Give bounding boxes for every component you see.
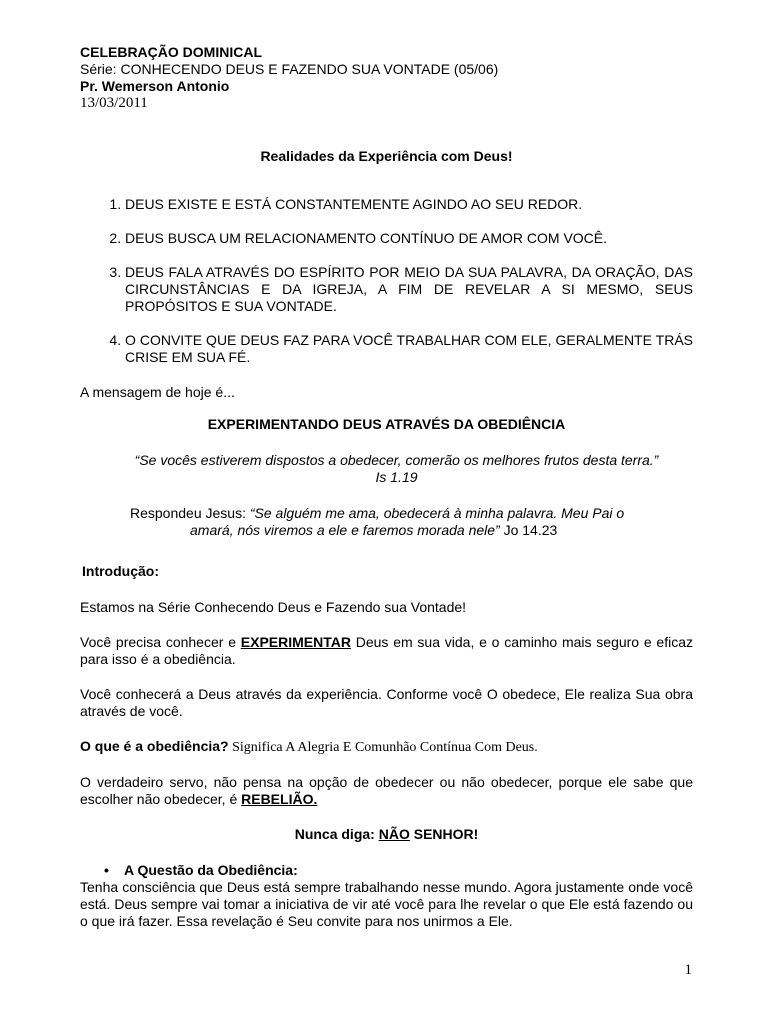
paragraph-experience bbox=[80, 634, 693, 668]
series-label: Série: bbox=[80, 61, 117, 77]
question-text: O que é a obediência? bbox=[80, 738, 229, 754]
document-page bbox=[80, 44, 693, 930]
document-header bbox=[80, 44, 693, 112]
page-number: 1 bbox=[684, 962, 692, 978]
sermon-subtitle: EXPERIMENTANDO DEUS ATRAVÉS DA OBEDIÊNCIA bbox=[207, 416, 566, 432]
series-value: CONHECENDO DEUS E FAZENDO SUA VONTADE (05/06) bbox=[120, 61, 499, 77]
bullet-icon: • bbox=[104, 862, 109, 878]
never-after: SENHOR! bbox=[409, 826, 479, 842]
list-item: 1. DEUS EXISTE E ESTÁ CONSTANTEMENTE AGINDO AO SEU REDOR. bbox=[125, 196, 693, 213]
series-line bbox=[80, 61, 693, 78]
list-item: 4. O CONVITE QUE DEUS FAZ PARA VOCÊ TRABALHAR COM ELE, GERALMENTE TRÁS CRISE EM SUA FÉ. bbox=[125, 332, 693, 366]
quote-text: “Se alguém me ama, obedecerá à minha palavra. Meu Pai o bbox=[249, 505, 625, 521]
never-lead: Nunca diga: bbox=[294, 826, 379, 842]
quote-reference: Jo 14.23 bbox=[499, 522, 558, 538]
bullet-heading: A Questão da Obediência: bbox=[124, 862, 298, 878]
message-intro: A mensagem de hoje é... bbox=[80, 384, 235, 400]
sermon-date: 13/03/2011 bbox=[80, 95, 148, 111]
paragraph-series: Estamos na Série Conhecendo Deus e Fazendo sua Vontade! bbox=[80, 599, 467, 615]
emphasis-experimentar: EXPERIMENTAR bbox=[240, 634, 351, 650]
paragraph-servant bbox=[80, 774, 693, 808]
key-points-list bbox=[80, 196, 693, 366]
quote-text-continued: amará, nós viremos a ele e faremos morada nele” bbox=[190, 522, 500, 538]
bullet-obedience-question bbox=[80, 862, 693, 879]
paragraph-obedience-question bbox=[80, 738, 693, 756]
intro-heading: Introdução: bbox=[82, 563, 159, 579]
celebration-heading: CELEBRAÇÃO DOMINICAL bbox=[80, 44, 262, 60]
never-say-line bbox=[80, 826, 693, 843]
paragraph-text: Deus em sua vida, e o caminho mais seguro e eficaz para isso é a obediência. bbox=[80, 634, 693, 667]
paragraph-text: Você precisa conhecer e bbox=[80, 634, 241, 650]
pastor-name: Pr. Wemerson Antonio bbox=[80, 78, 230, 94]
quote-isaiah bbox=[80, 452, 693, 486]
quote-john bbox=[80, 505, 693, 539]
paragraph-knowledge: Você conhecerá a Deus através da experiência. Conforme você O obedece, Ele realiza Sua obra através de você. bbox=[80, 686, 693, 719]
bullet-body: Tenha consciência que Deus está sempre trabalhando nesse mundo. Agora justamente onde você está. Deus sempre vai tomar a iniciativa de vir até você para lhe revelar o que Ele está fazendo ou o que irá fazer. Essa revelação é Seu convite para nos unirmos a Ele. bbox=[80, 879, 693, 929]
paragraph-text: O verdadeiro servo, não pensa na opção de obedecer ou não obedecer, porque ele sabe que escolher não obedecer, é bbox=[80, 774, 693, 807]
quote-text: “Se vocês estiverem dispostos a obedecer, comerão os melhores frutos desta terra.” bbox=[134, 452, 659, 468]
emphasis-rebeliao: REBELIÃO. bbox=[241, 791, 318, 807]
emphasis-nao: NÃO bbox=[378, 826, 410, 842]
document-title: Realidades da Experiência com Deus! bbox=[260, 148, 513, 164]
list-item: 2. DEUS BUSCA UM RELACIONAMENTO CONTÍNUO DE AMOR COM VOCÊ. bbox=[125, 230, 693, 247]
list-item: 3. DEUS FALA ATRAVÉS DO ESPÍRITO POR MEIO DA SUA PALAVRA, DA ORAÇÃO, DAS CIRCUNSTÂNCIAS E DA IGREJA, A FIM DE REVELAR A SI MESMO, SEUS PROPÓSITOS E SUA VONTADE. bbox=[125, 264, 693, 315]
quote-reference: Is 1.19 bbox=[375, 469, 418, 485]
answer-text: Significa A Alegria E Comunhão Contínua Com Deus. bbox=[228, 740, 538, 755]
quote-lead: Respondeu Jesus: bbox=[130, 505, 250, 521]
